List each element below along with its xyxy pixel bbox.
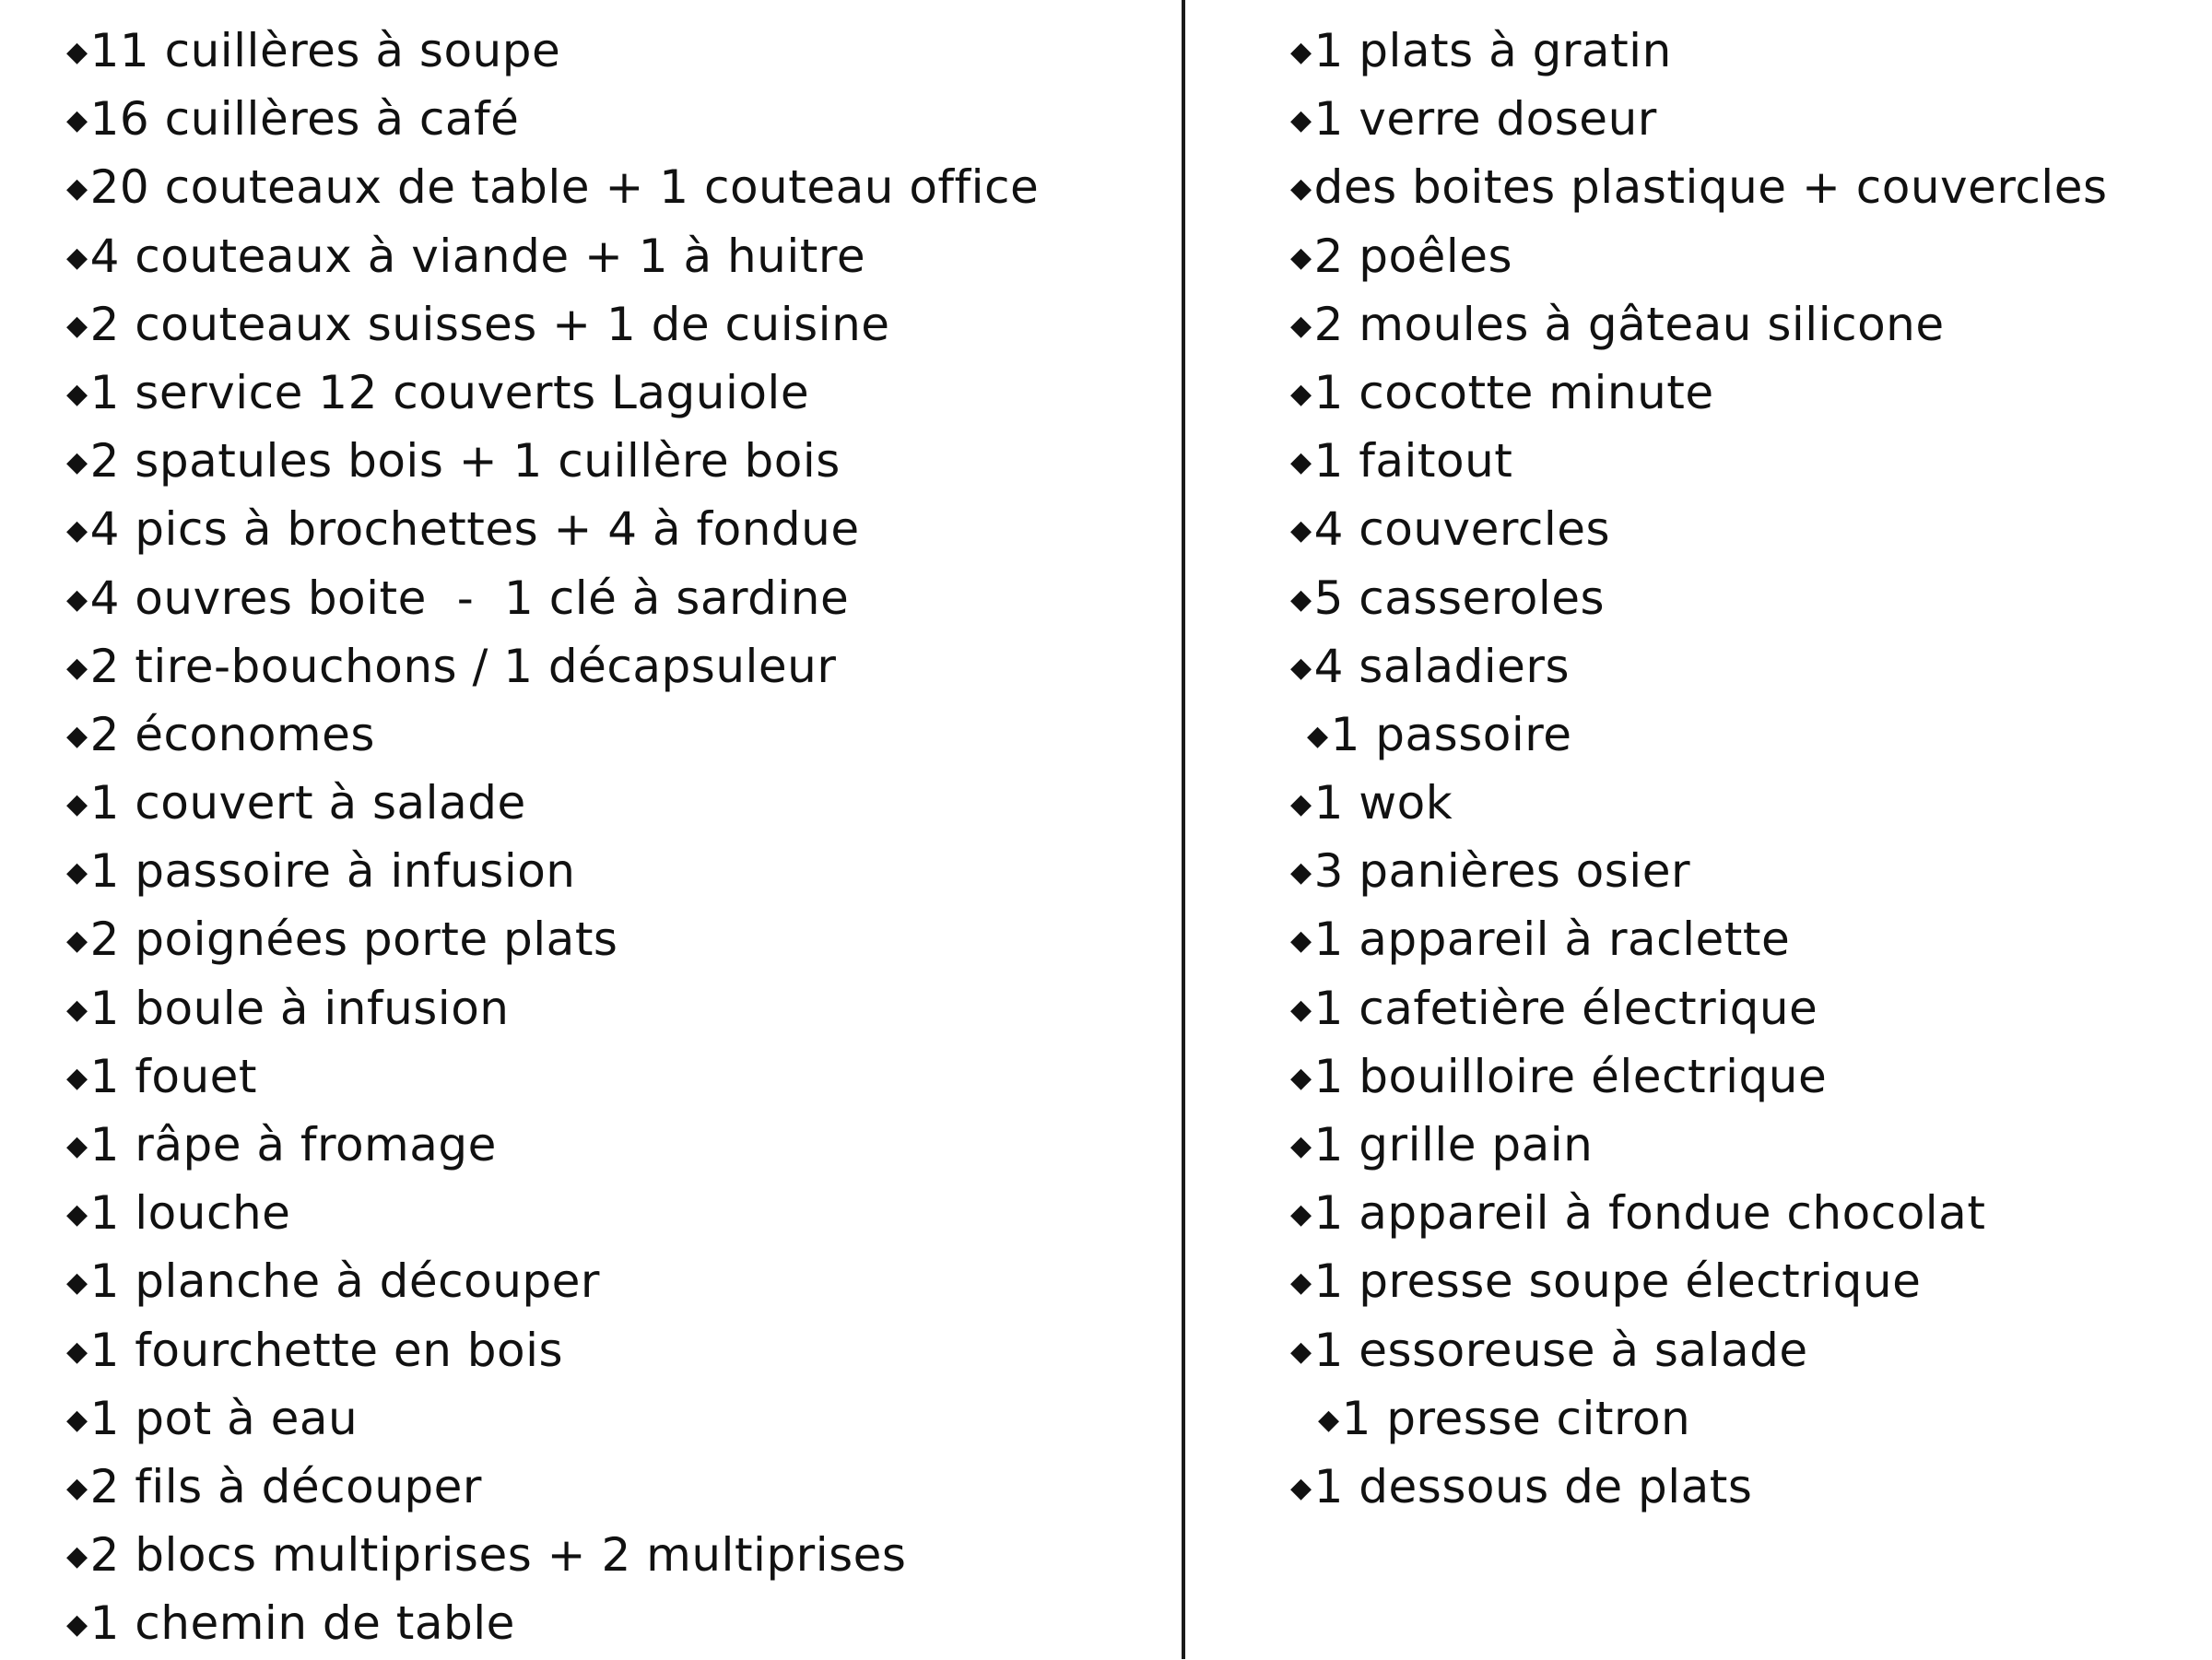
diamond-bullet-icon: ◆: [66, 1403, 88, 1436]
list-item-text: 1 grille pain: [1313, 1118, 1594, 1171]
diamond-bullet-icon: ◆: [1318, 1403, 1340, 1436]
list-item-text: 1 appareil à fondue chocolat: [1313, 1186, 1986, 1241]
diamond-bullet-icon: ◆: [66, 1471, 88, 1504]
list-item: [1290, 222, 2108, 290]
diamond-bullet-icon: ◆: [1290, 1471, 1312, 1504]
list-item: [66, 1316, 1039, 1384]
diamond-bullet-icon: ◆: [66, 104, 88, 137]
list-item-text: 1 chemin de table: [89, 1596, 515, 1651]
list-item-text: 2 fils à découper: [89, 1459, 482, 1513]
list-item-text: 2 poêles: [1313, 229, 1513, 283]
diamond-bullet-icon: ◆: [1290, 172, 1312, 206]
diamond-bullet-icon: ◆: [66, 1608, 88, 1642]
list-item: [1290, 17, 2108, 85]
list-item-text: 11 cuillères à soupe: [89, 24, 561, 77]
list-item-text: 1 fourchette en bois: [89, 1323, 564, 1377]
diamond-bullet-icon: ◆: [1290, 788, 1312, 821]
list-item-text: 1 presse citron: [1341, 1391, 1691, 1445]
list-item: [66, 222, 1039, 290]
diamond-bullet-icon: ◆: [1290, 514, 1312, 547]
diamond-bullet-icon: ◆: [66, 1335, 88, 1368]
list-item-text: 1 râpe à fromage: [89, 1118, 497, 1171]
list-item-text: 5 casseroles: [1313, 571, 1606, 625]
diamond-bullet-icon: ◆: [66, 924, 88, 958]
diamond-bullet-icon: ◆: [66, 1198, 88, 1231]
list-item-text: 1 louche: [89, 1186, 291, 1241]
diamond-bullet-icon: ◆: [66, 788, 88, 821]
list-item: [66, 837, 1039, 905]
list-item-text: 2 économes: [89, 707, 375, 761]
diamond-bullet-icon: ◆: [1290, 651, 1312, 684]
diamond-bullet-icon: ◆: [66, 172, 88, 206]
list-item: [1290, 1179, 2108, 1247]
list-item-text: 1 passoire à infusion: [89, 844, 576, 899]
list-item-text: 1 bouilloire électrique: [1313, 1049, 1828, 1103]
list-item-text: 1 wok: [1313, 776, 1453, 830]
diamond-bullet-icon: ◆: [66, 651, 88, 684]
list-item: [66, 290, 1039, 359]
list-item-text: 20 couteaux de table + 1 couteau office: [89, 160, 1040, 215]
list-item: [1290, 1453, 2108, 1521]
list-item-text: 1 verre doseur: [1313, 92, 1657, 147]
list-item-text: 16 cuillères à café: [89, 92, 520, 147]
list-item: [1290, 85, 2108, 153]
list-item: [1290, 359, 2108, 427]
list-item-text: 1 presse soupe électrique: [1313, 1254, 1922, 1309]
list-item: [1290, 1247, 2108, 1315]
diamond-bullet-icon: ◆: [1290, 583, 1312, 616]
list-item-text: 1 essoreuse à salade: [1313, 1323, 1808, 1377]
diamond-bullet-icon: ◆: [66, 309, 88, 342]
list-item: [66, 974, 1039, 1042]
diamond-bullet-icon: ◆: [66, 241, 88, 274]
list-item-text: 1 couvert à salade: [89, 776, 526, 830]
diamond-bullet-icon: ◆: [66, 583, 88, 616]
list-item-text: 4 ouvres boite - 1 clé à sardine: [89, 571, 850, 625]
list-item-text: 4 pics à brochettes + 4 à fondue: [89, 502, 860, 557]
list-item: [66, 1247, 1039, 1315]
list-item-text: 1 planche à découper: [89, 1254, 600, 1309]
diamond-bullet-icon: ◆: [66, 36, 88, 68]
list-item: [1290, 769, 2108, 837]
list-item-text: 1 fouet: [89, 1049, 258, 1103]
diamond-bullet-icon: ◆: [1290, 1266, 1312, 1300]
diamond-bullet-icon: ◆: [1290, 1130, 1312, 1162]
list-item: [66, 427, 1039, 495]
list-item: [66, 1521, 1039, 1589]
list-item: [66, 85, 1039, 153]
list-item: [66, 495, 1039, 563]
list-item-text: 2 spatules bois + 1 cuillère bois: [89, 434, 841, 489]
list-item: [66, 564, 1039, 632]
list-item-text: 1 pot à eau: [89, 1391, 359, 1445]
list-item: [66, 1589, 1039, 1657]
list-item: [1290, 290, 2108, 359]
list-item-text: 1 appareil à raclette: [1313, 912, 1791, 967]
list-item: [66, 359, 1039, 427]
diamond-bullet-icon: ◆: [66, 1266, 88, 1300]
diamond-bullet-icon: ◆: [1290, 241, 1312, 274]
list-item: [1290, 495, 2108, 563]
list-item: [66, 1179, 1039, 1247]
list-item: [1290, 153, 2108, 221]
diamond-bullet-icon: ◆: [1290, 924, 1312, 958]
list-item: [1290, 1042, 2108, 1111]
list-item: [1290, 837, 2108, 905]
diamond-bullet-icon: ◆: [66, 514, 88, 547]
list-item-text: 2 blocs multiprises + 2 multiprises: [89, 1528, 907, 1583]
list-item-text: 3 panières osier: [1313, 844, 1691, 899]
list-item-text: 2 couteaux suisses + 1 de cuisine: [89, 297, 890, 351]
list-item: [66, 700, 1039, 769]
list-item: [66, 769, 1039, 837]
list-item-text: 2 moules à gâteau silicone: [1313, 297, 1945, 351]
diamond-bullet-icon: ◆: [1290, 377, 1312, 410]
list-item: [66, 632, 1039, 700]
list-item-text: des boites plastique + couvercles: [1313, 160, 2108, 215]
list-item-text: 2 tire-bouchons / 1 décapsuleur: [89, 639, 837, 693]
list-item: [66, 153, 1039, 221]
list-item-text: 1 dessous de plats: [1313, 1459, 1753, 1513]
list-item: [66, 1111, 1039, 1179]
list-item-text: 1 cafetière électrique: [1313, 981, 1818, 1035]
list-item: [66, 905, 1039, 973]
list-item: [1290, 1384, 2108, 1453]
diamond-bullet-icon: ◆: [1290, 856, 1312, 889]
diamond-bullet-icon: ◆: [1307, 719, 1329, 752]
list-item: [66, 1453, 1039, 1521]
list-item-text: 1 faitout: [1313, 434, 1513, 489]
list-item: [66, 1384, 1039, 1453]
right-item-list: [1290, 17, 2108, 1521]
list-item-text: 1 passoire: [1330, 707, 1572, 761]
list-item: [1290, 1316, 2108, 1384]
list-item: [66, 17, 1039, 85]
list-item: [1290, 564, 2108, 632]
column-divider: [1182, 0, 1185, 1659]
list-item-text: 4 couvercles: [1313, 502, 1611, 557]
list-item: [1290, 632, 2108, 700]
diamond-bullet-icon: ◆: [1290, 36, 1312, 68]
list-item-text: 1 cocotte minute: [1313, 365, 1714, 419]
list-item: [1290, 1111, 2108, 1179]
list-item: [66, 1042, 1039, 1111]
diamond-bullet-icon: ◆: [66, 1061, 88, 1094]
diamond-bullet-icon: ◆: [66, 1540, 88, 1573]
diamond-bullet-icon: ◆: [1290, 993, 1312, 1026]
diamond-bullet-icon: ◆: [66, 1130, 88, 1162]
list-item-text: 1 service 12 couverts Laguiole: [89, 365, 810, 419]
diamond-bullet-icon: ◆: [1290, 1198, 1312, 1231]
list-item: [1290, 974, 2108, 1042]
list-item-text: 1 boule à infusion: [89, 981, 510, 1035]
diamond-bullet-icon: ◆: [66, 856, 88, 889]
diamond-bullet-icon: ◆: [66, 377, 88, 410]
diamond-bullet-icon: ◆: [1290, 446, 1312, 479]
list-item: [1290, 700, 2108, 769]
list-item-text: 1 plats à gratin: [1313, 24, 1672, 77]
diamond-bullet-icon: ◆: [66, 719, 88, 752]
list-item: [1290, 427, 2108, 495]
list-item-text: 4 couteaux à viande + 1 à huitre: [89, 229, 866, 283]
diamond-bullet-icon: ◆: [66, 446, 88, 479]
list-item: [1290, 905, 2108, 973]
diamond-bullet-icon: ◆: [66, 993, 88, 1026]
diamond-bullet-icon: ◆: [1290, 1061, 1312, 1094]
list-item-text: 2 poignées porte plats: [89, 912, 618, 967]
left-item-list: [66, 17, 1039, 1658]
diamond-bullet-icon: ◆: [1290, 104, 1312, 137]
list-item-text: 4 saladiers: [1313, 639, 1571, 693]
diamond-bullet-icon: ◆: [1290, 309, 1312, 342]
diamond-bullet-icon: ◆: [1290, 1335, 1312, 1368]
